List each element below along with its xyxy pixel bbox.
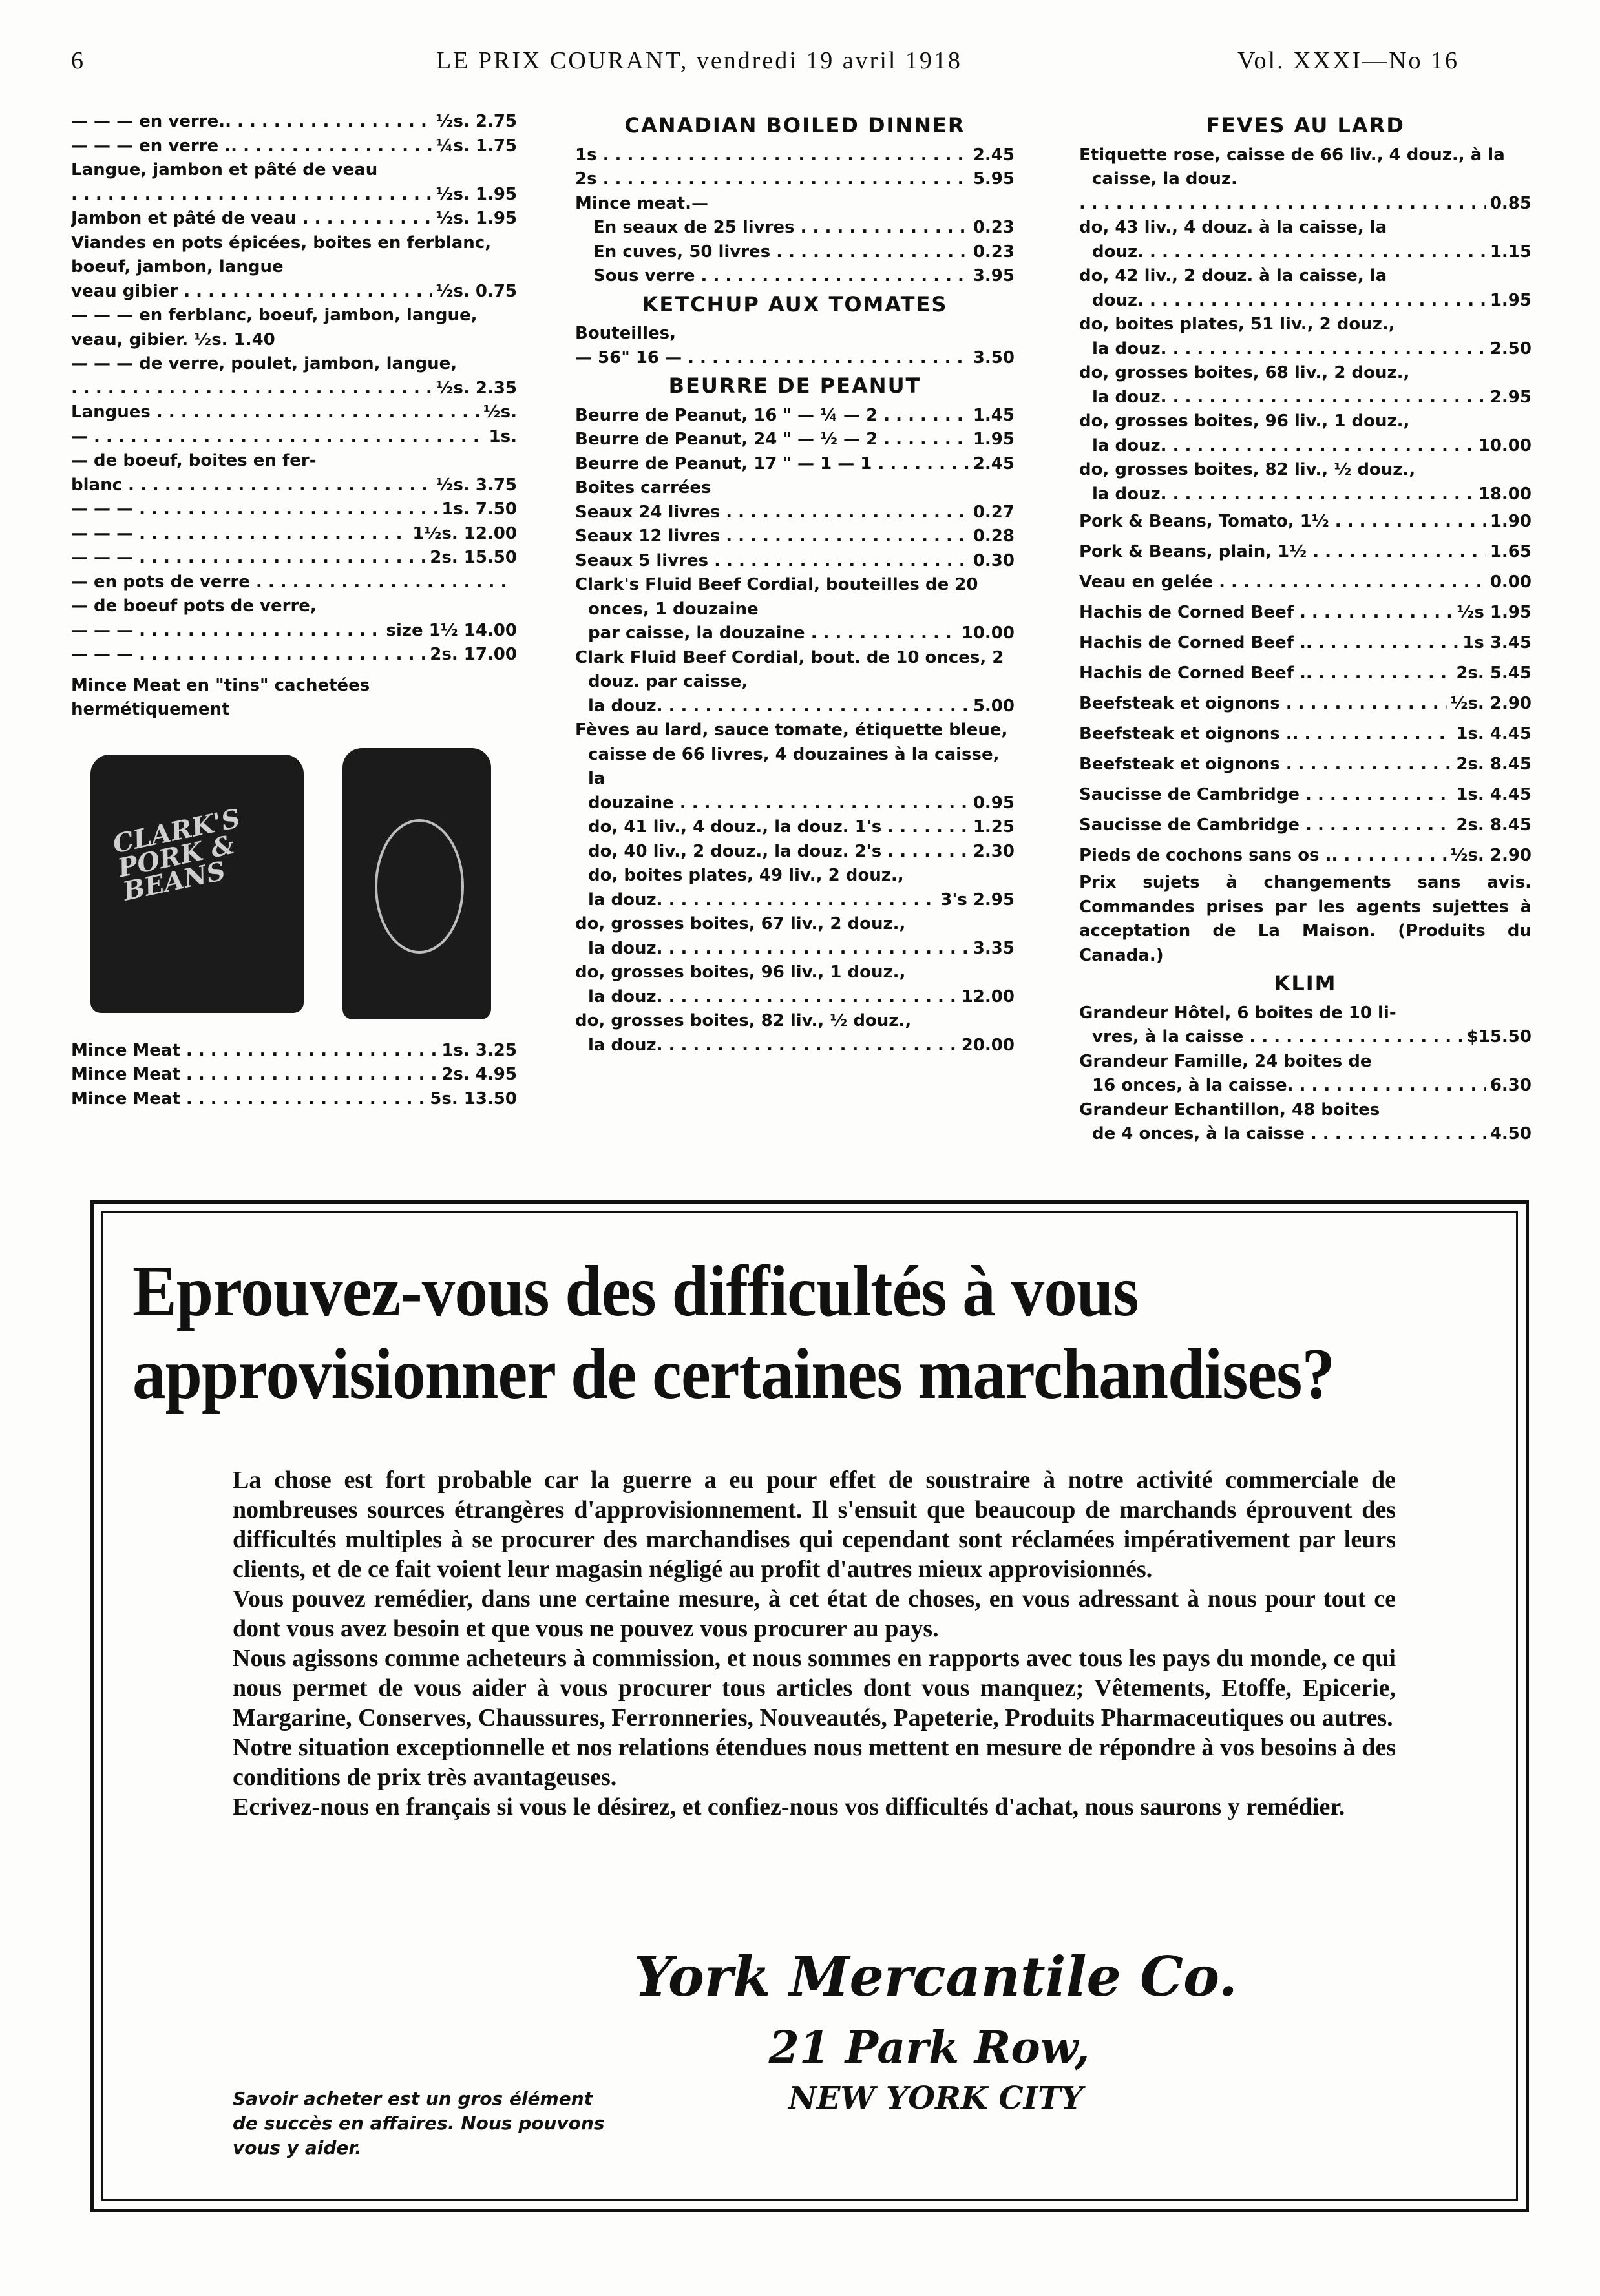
item-description: Grandeur Hôtel, 6 boites de 10 li- xyxy=(1079,1003,1396,1023)
price-entry: . . . 0.85 xyxy=(1079,192,1532,216)
item-description: do, grosses boites, 96 liv., 1 douz., xyxy=(575,963,906,982)
price-entry: la douz. . . . 3.35 xyxy=(575,937,1015,961)
advertisement-paragraph: La chose est fort probable car la guerre a eu pour effet de soustraire à notre activité commerciale de nombreuses sources étrangères d'approvisionnement. Il s'ensuit que beaucoup de marchands éprouvent des difficultés multiples à se procurer des marchandises qui cependant sont réclamées impérativement par leurs clients, et de ce fait voient leur magasin négligé au profit d'autres mieux approvisionnés. xyxy=(233,1466,1396,1583)
price-entry: En seaux de 25 livres . . . 0.23 xyxy=(593,216,1015,240)
item-description: do, grosses boites, 96 liv., 1 douz., xyxy=(1079,412,1410,431)
price-entry: — — — . . . 2s. 17.00 xyxy=(71,643,517,667)
item-description: do, 43 liv., 4 douz. à la caisse, la xyxy=(1079,218,1387,237)
volume-number: Vol. XXXI—No 16 xyxy=(1237,47,1460,74)
item-description: Grandeur Famille, 24 boites de xyxy=(1079,1051,1372,1071)
advertisement-headline: Eprouvez-vous des difficultés à vous approvisionner de certaines marchandises? xyxy=(132,1251,1335,1414)
price-notice: Prix sujets à changements sans avis. Commandes prises par les agents sujettes à acceptation de La Maison. (Produits du Canada.) xyxy=(1079,873,1538,965)
price-entry: douz. . . . 1.95 xyxy=(1079,289,1532,313)
price-entry: 1s . . . 2.45 xyxy=(575,143,1015,168)
page-number: 6 xyxy=(71,47,85,74)
price-entry: la douz. . . . 5.00 xyxy=(575,694,1015,719)
item-description: — de boeuf pots de verre, xyxy=(71,596,317,616)
item-description: Grandeur Echantillon, 48 boites xyxy=(1079,1100,1380,1120)
can-image xyxy=(90,755,304,1013)
company-city: NEW YORK CITY xyxy=(788,2080,1084,2116)
item-description: — de boeuf, boites en fer- xyxy=(71,451,317,470)
price-entry: — — — . . . size 1½ 14.00 xyxy=(71,619,517,643)
price-entry: — — — en verre .. . . . ¼s. 1.75 xyxy=(71,134,517,159)
price-entry: veau gibier . . . ½s. 0.75 xyxy=(71,280,517,304)
price-entry: Beurre de Peanut, 16 " — ¼ — 2 . . . 1.45 xyxy=(575,404,1015,428)
price-entry: Langues . . . ½s. xyxy=(71,401,517,425)
price-column-2 xyxy=(575,110,1015,1058)
item-description: do, 42 liv., 2 douz. à la caisse, la xyxy=(1079,266,1387,286)
price-entry: Saucisse de Cambridge . . . 1s. 4.45 xyxy=(1079,780,1532,810)
advertisement-body xyxy=(233,1465,1396,1822)
price-entry: Sous verre . . . 3.95 xyxy=(593,264,1015,289)
advertisement-paragraph: Vous pouvez remédier, dans une certaine mesure, à cet état de choses, en vous adressant à nous pour tout ce dont vous avez besoin et que vous ne pouvez vous procurer au pays. xyxy=(233,1585,1396,1642)
price-entry: Hachis de Corned Beef . . . ½s 1.95 xyxy=(1079,598,1532,628)
price-entry: par caisse, la douzaine . . . 10.00 xyxy=(575,621,1015,646)
price-entry: — — — en verre.. . . . ½s. 2.75 xyxy=(71,110,517,134)
price-entry: vres, à la caisse . . . $15.50 xyxy=(1079,1025,1532,1050)
price-entry: Jambon et pâté de veau . . . ½s. 1.95 xyxy=(71,207,517,231)
publication-title: LE PRIX COURANT, vendredi 19 avril 1918 xyxy=(436,47,962,74)
price-entry: En cuves, 50 livres . . . 0.23 xyxy=(593,240,1015,265)
price-entry: Pork & Beans, plain, 1½ . . . 1.65 xyxy=(1079,537,1532,567)
advertisement-motto: Savoir acheter est un gros élément de succès en affaires. Nous pouvons vous y aider. xyxy=(233,2088,605,2158)
advertisement-paragraph: Nous agissons comme acheteurs à commission, et nous sommes en rapports avec tous les pays du monde, ce qui nous permet de vous aider à vous procurer tous articles dont vous manquez; Vêtements, Etoffe, Epicerie, Margarine, Conserves, Chaussures, Ferronneries, Nouveautés, Papeterie, Produits Pharmaceutiques ou autres. xyxy=(233,1645,1396,1731)
price-column-3 xyxy=(1079,110,1538,1147)
section-heading: KLIM xyxy=(1274,971,1337,996)
price-entry: Beefsteak et oignons . . . 2s. 8.45 xyxy=(1079,749,1532,780)
price-entry: Beurre de Peanut, 24 " — ½ — 2 . . . 1.95 xyxy=(575,428,1015,452)
price-column-1 xyxy=(71,110,517,1111)
price-entry: douzaine . . . 0.95 xyxy=(575,791,1015,816)
price-entry: Saucisse de Cambridge . . . 2s. 8.45 xyxy=(1079,810,1532,840)
price-entry: — en pots de verre . . . xyxy=(71,570,517,595)
price-entry: Mince Meat . . . 1s. 3.25 xyxy=(71,1039,517,1063)
price-entry: la douz. . . . 2.50 xyxy=(1079,337,1532,362)
price-entry: do, 40 liv., 2 douz., la douz. 2's . . . 2.30 xyxy=(575,840,1015,864)
price-entry: Mince Meat . . . 5s. 13.50 xyxy=(71,1087,517,1112)
price-entry: Seaux 24 livres . . . 0.27 xyxy=(575,501,1015,525)
price-entry: Pork & Beans, Tomato, 1½ . . . 1.90 xyxy=(1079,506,1532,537)
item-description: Boites carrées xyxy=(575,478,711,497)
price-entry: la douz. . . . 12.00 xyxy=(575,985,1015,1010)
section-heading: KETCHUP AUX TOMATES xyxy=(642,291,948,317)
item-description: do, grosses boites, 82 liv., ½ douz., xyxy=(1079,460,1416,479)
item-description: Mince meat.— xyxy=(575,193,708,213)
price-entry: de 4 onces, à la caisse . . . 4.50 xyxy=(1079,1122,1532,1147)
page-header xyxy=(71,47,1493,85)
price-entry: Beefsteak et oignons .. . . . 1s. 4.45 xyxy=(1079,719,1532,749)
section-heading: BEURRE DE PEANUT xyxy=(668,373,921,398)
price-entry: 16 onces, à la caisse. . . . 6.30 xyxy=(1079,1074,1532,1098)
item-description: do, grosses boites, 82 liv., ½ douz., xyxy=(575,1011,912,1030)
item-description: do, boites plates, 49 liv., 2 douz., xyxy=(588,866,904,885)
price-entry: la douz. . . . 10.00 xyxy=(1079,434,1532,459)
price-entry: — — — . . . 1s. 7.50 xyxy=(71,497,517,522)
item-description: Etiquette rose, caisse de 66 liv., 4 douz., à la caisse, la douz. xyxy=(1079,145,1511,189)
product-illustration xyxy=(71,748,517,1026)
price-entry: . . . ½s. 2.35 xyxy=(71,377,517,401)
price-entry: — 56" 16 — . . . 3.50 xyxy=(575,346,1015,371)
price-entry: — . . . 1s. xyxy=(71,425,517,450)
price-entry: douz. . . . 1.15 xyxy=(1079,240,1532,265)
advertisement-paragraph: Notre situation exceptionnelle et nos relations étendues nous mettent en mesure de répondre à vos besoins à des conditions de prix très avantageuses. xyxy=(233,1734,1396,1791)
price-entry: Hachis de Corned Beef .. . . . 1s 3.45 xyxy=(1079,628,1532,658)
price-entry: — — — . . . 1½s. 12.00 xyxy=(71,522,517,547)
price-entry: Veau en gelée . . . 0.00 xyxy=(1079,567,1532,598)
price-entry: Mince Meat . . . 2s. 4.95 xyxy=(71,1063,517,1087)
price-entry: la douz. . . . 3's 2.95 xyxy=(575,888,1015,913)
price-entry: Beurre de Peanut, 17 " — 1 — 1 . . . 2.45 xyxy=(575,452,1015,477)
item-description: — — — de verre, poulet, jambon, langue, xyxy=(71,354,458,373)
price-entry: Hachis de Corned Beef .. . . . 2s. 5.45 xyxy=(1079,658,1532,689)
company-address: 21 Park Row, xyxy=(768,2022,1090,2074)
section-heading: CANADIAN BOILED DINNER xyxy=(624,113,965,138)
item-description: do, grosses boites, 67 liv., 2 douz., xyxy=(575,914,906,934)
can-label: CLARK'S PORK & BEANS xyxy=(110,802,243,907)
price-entry: do, 41 liv., 4 douz., la douz. 1's . . . 1.25 xyxy=(575,815,1015,840)
price-entry: la douz. . . . 20.00 xyxy=(575,1034,1015,1058)
price-entry: Pieds de cochons sans os .. . . . ½s. 2.90 xyxy=(1079,840,1532,871)
price-entry: — — — . . . 2s. 15.50 xyxy=(71,546,517,570)
price-entry: blanc . . . ½s. 3.75 xyxy=(71,474,517,498)
item-description: Mince Meat en "tins" cachetées hermétiquement xyxy=(71,675,376,719)
price-entry: . . . ½s. 1.95 xyxy=(71,183,517,207)
item-description: do, grosses boites, 68 liv., 2 douz., xyxy=(1079,363,1410,382)
can-image xyxy=(342,748,491,1019)
item-description: Clark Fluid Beef Cordial, bout. de 10 onces, 2 douz. par caisse, xyxy=(575,647,1010,691)
section-heading: FEVES AU LARD xyxy=(1206,113,1405,138)
company-name: York Mercantile Co. xyxy=(634,1945,1237,2009)
price-entry: Seaux 12 livres . . . 0.28 xyxy=(575,525,1015,549)
advertisement-paragraph: Ecrivez-nous en français si vous le désirez, et confiez-nous vos difficultés d'achat, nous saurons y remédier. xyxy=(233,1793,1345,1821)
can-emblem-icon xyxy=(375,819,464,954)
price-entry: 2s . . . 5.95 xyxy=(575,167,1015,192)
price-entry: Seaux 5 livres . . . 0.30 xyxy=(575,549,1015,574)
item-description: Fèves au lard, sauce tomate, étiquette bleue, caisse de 66 livres, 4 douzaines à la caisse, la xyxy=(575,720,1014,788)
item-description: Langue, jambon et pâté de veau xyxy=(71,160,378,180)
item-description: Clark's Fluid Beef Cordial, bouteilles de 20 onces, 1 douzaine xyxy=(575,575,984,619)
price-entry: la douz. . . . 18.00 xyxy=(1079,483,1532,507)
item-description: Viandes en pots épicées, boites en ferblanc, boeuf, jambon, langue xyxy=(71,233,498,277)
price-entry: la douz. . . . 2.95 xyxy=(1079,386,1532,410)
item-description: — — — en ferblanc, boeuf, jambon, langue, veau, gibier. ½s. 1.40 xyxy=(71,306,483,350)
item-description: do, boites plates, 51 liv., 2 douz., xyxy=(1079,315,1395,334)
price-entry: Beefsteak et oignons . . . ½s. 2.90 xyxy=(1079,689,1532,719)
item-description: Bouteilles, xyxy=(575,324,676,343)
